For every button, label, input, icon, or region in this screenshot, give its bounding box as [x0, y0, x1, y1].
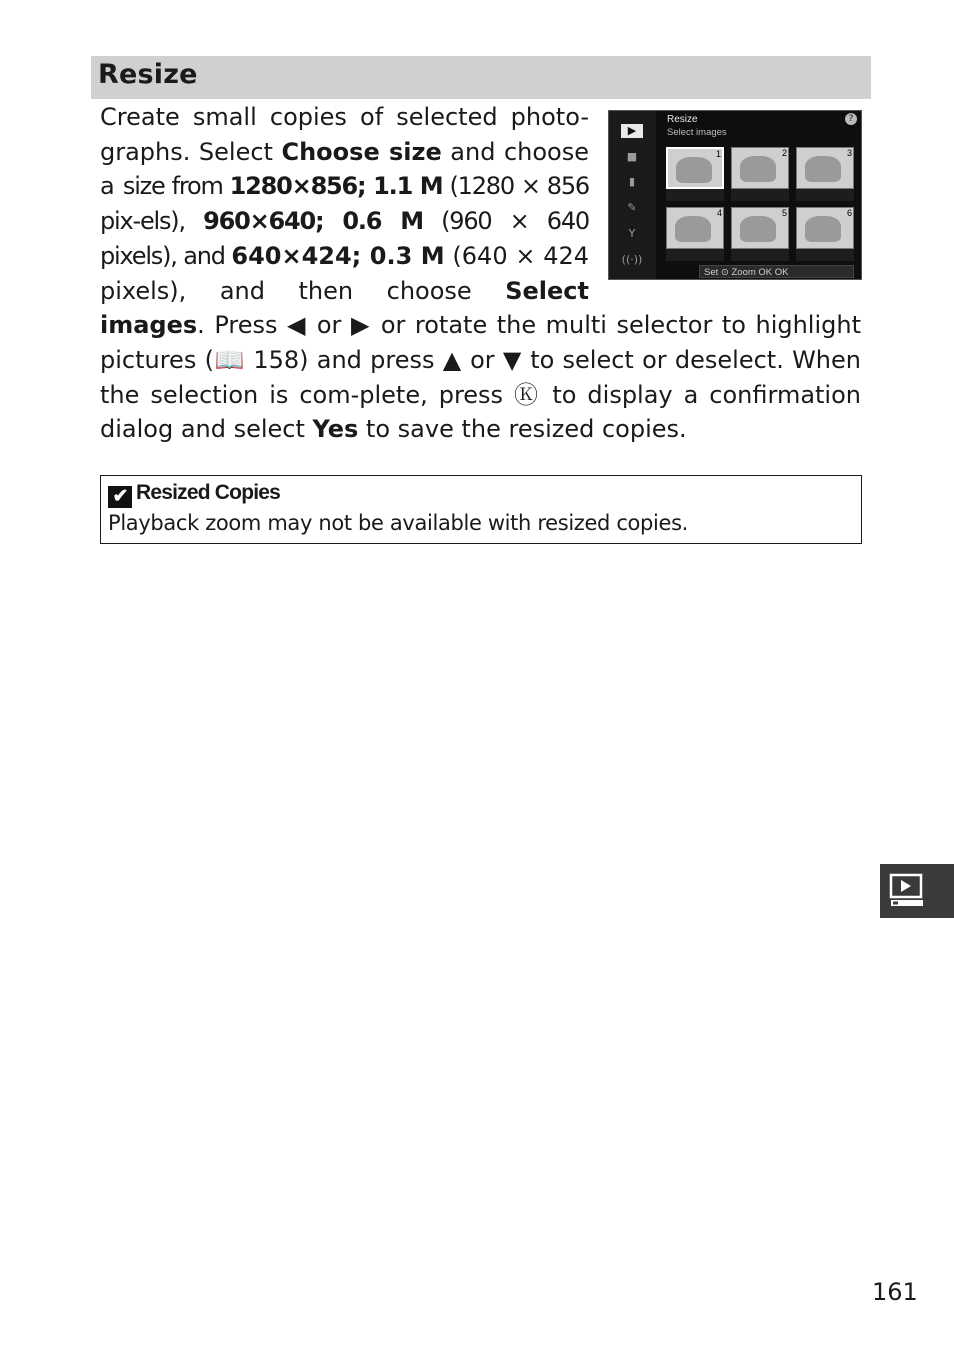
section-heading-bar: [91, 56, 871, 99]
text-run: and choose a: [100, 137, 590, 201]
menu-term: 640×424; 0.3 M: [231, 241, 445, 270]
menu-term: Choose size: [281, 137, 442, 166]
body-text: [100, 100, 861, 447]
chapter-tab: [880, 864, 954, 918]
playback-icon: [888, 873, 928, 909]
text-run: to save the resized copies.: [358, 415, 687, 444]
text-run: (1280 × 856 pix-els),: [100, 172, 589, 236]
ok-button-icon: Ⓚ: [514, 380, 542, 409]
text-run: 158) and press ▲ or ▼ to select or deselect. When the selection is com-plete, press: [100, 345, 861, 409]
page-number: 161: [872, 1278, 918, 1306]
note-title: Resized Copies: [136, 481, 281, 504]
menu-term: 1280×856; 1.1 M: [229, 172, 443, 201]
note-title-row: [108, 481, 280, 508]
thumbnail-number: 4: [716, 208, 722, 218]
movie-menu-icon: ▮: [628, 175, 636, 188]
setup-menu-icon: Y: [628, 227, 636, 240]
check-icon: ✔: [108, 486, 132, 508]
text-run: to display a confirmation dialog and select: [100, 380, 861, 444]
menu-term: Select images: [100, 276, 589, 340]
retouch-menu-icon: ✎: [627, 201, 637, 214]
text-run: Create small copies of selected photo-graphs. Select: [100, 103, 589, 166]
thumbnail-number: 3: [846, 148, 852, 158]
text-run: (640 × 424 pixels), and then choose: [100, 241, 590, 305]
wireless-menu-icon: ((·)): [621, 253, 643, 266]
text-run: . Press ◀ or ▶ or rotate the multi selector to highlight pictures (: [100, 311, 861, 374]
menu-term: Yes: [312, 415, 359, 444]
screen-image-spacer: [607, 110, 861, 280]
help-icon: ?: [845, 113, 857, 125]
camera-menu-icon: ■: [626, 150, 638, 163]
thumbnail-number: 1: [715, 149, 721, 159]
thumbnail-number: 5: [781, 208, 787, 218]
menu-term: 960×640; 0.6 M: [203, 207, 423, 236]
playback-menu-icon: ▶: [621, 124, 643, 138]
screen-footer: Set ⊙ Zoom OK OK: [699, 265, 854, 278]
text-run: size from: [122, 172, 230, 201]
thumbnail-number: 6: [846, 208, 852, 218]
note-box: [100, 475, 862, 544]
section-title: Resize: [98, 59, 198, 90]
note-text: Playback zoom may not be available with resized copies.: [108, 511, 688, 535]
screen-title: Resize: [667, 114, 698, 125]
body-paragraph: [100, 100, 861, 447]
text-run: (960 × 640 pixels), and: [100, 207, 590, 270]
thumbnail-number: 2: [781, 148, 787, 158]
screen-subtitle: Select images: [667, 127, 727, 138]
book-icon: 📖: [213, 345, 246, 374]
